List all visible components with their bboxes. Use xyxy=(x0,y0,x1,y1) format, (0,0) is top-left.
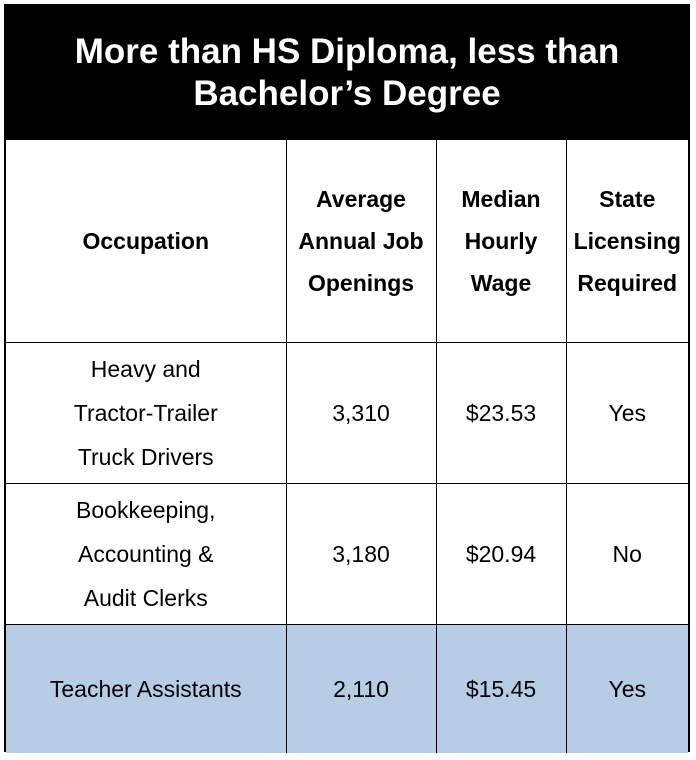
header-line: Wage xyxy=(470,270,532,296)
header-line: Annual Job xyxy=(298,228,424,254)
header-median-hourly-wage xyxy=(436,140,566,343)
occupation-line: Audit Clerks xyxy=(83,585,208,611)
header-line: Hourly xyxy=(464,228,538,254)
table-row-highlighted xyxy=(6,625,688,754)
title-line-1: More than HS Diploma, less than xyxy=(74,32,620,71)
table-row xyxy=(6,343,688,484)
occupation-cell xyxy=(6,343,286,484)
licensing-cell: Yes xyxy=(566,625,688,754)
occupation-cell xyxy=(6,484,286,625)
header-line: State xyxy=(599,186,656,212)
table-title xyxy=(6,6,688,140)
table-header-row xyxy=(6,140,688,343)
header-line: Required xyxy=(577,270,678,296)
wage-cell: $15.45 xyxy=(436,625,566,754)
header-line: Occupation xyxy=(82,228,209,254)
header-line: Median xyxy=(461,186,541,212)
occupation-table-card xyxy=(4,4,690,752)
title-line-2: Bachelor’s Degree xyxy=(193,74,501,113)
openings-cell: 3,180 xyxy=(286,484,436,625)
occupation-line: Accounting & xyxy=(77,541,214,567)
occupation-table xyxy=(6,140,688,753)
licensing-cell: No xyxy=(566,484,688,625)
openings-cell: 2,110 xyxy=(286,625,436,754)
header-line: Average xyxy=(316,186,406,212)
wage-cell: $23.53 xyxy=(436,343,566,484)
wage-cell: $20.94 xyxy=(436,484,566,625)
header-occupation xyxy=(6,140,286,343)
header-annual-job-openings xyxy=(286,140,436,343)
header-state-licensing xyxy=(566,140,688,343)
occupation-line: Truck Drivers xyxy=(77,444,214,470)
occupation-line: Bookkeeping, xyxy=(76,497,216,523)
occupation-line: Teacher Assistants xyxy=(49,676,242,702)
occupation-line: Tractor-Trailer xyxy=(73,400,218,426)
header-line: Licensing xyxy=(573,228,681,254)
licensing-cell: Yes xyxy=(566,343,688,484)
occupation-line: Heavy and xyxy=(90,356,201,382)
table-row xyxy=(6,484,688,625)
openings-cell: 3,310 xyxy=(286,343,436,484)
occupation-cell xyxy=(6,625,286,754)
header-line: Openings xyxy=(307,270,415,296)
